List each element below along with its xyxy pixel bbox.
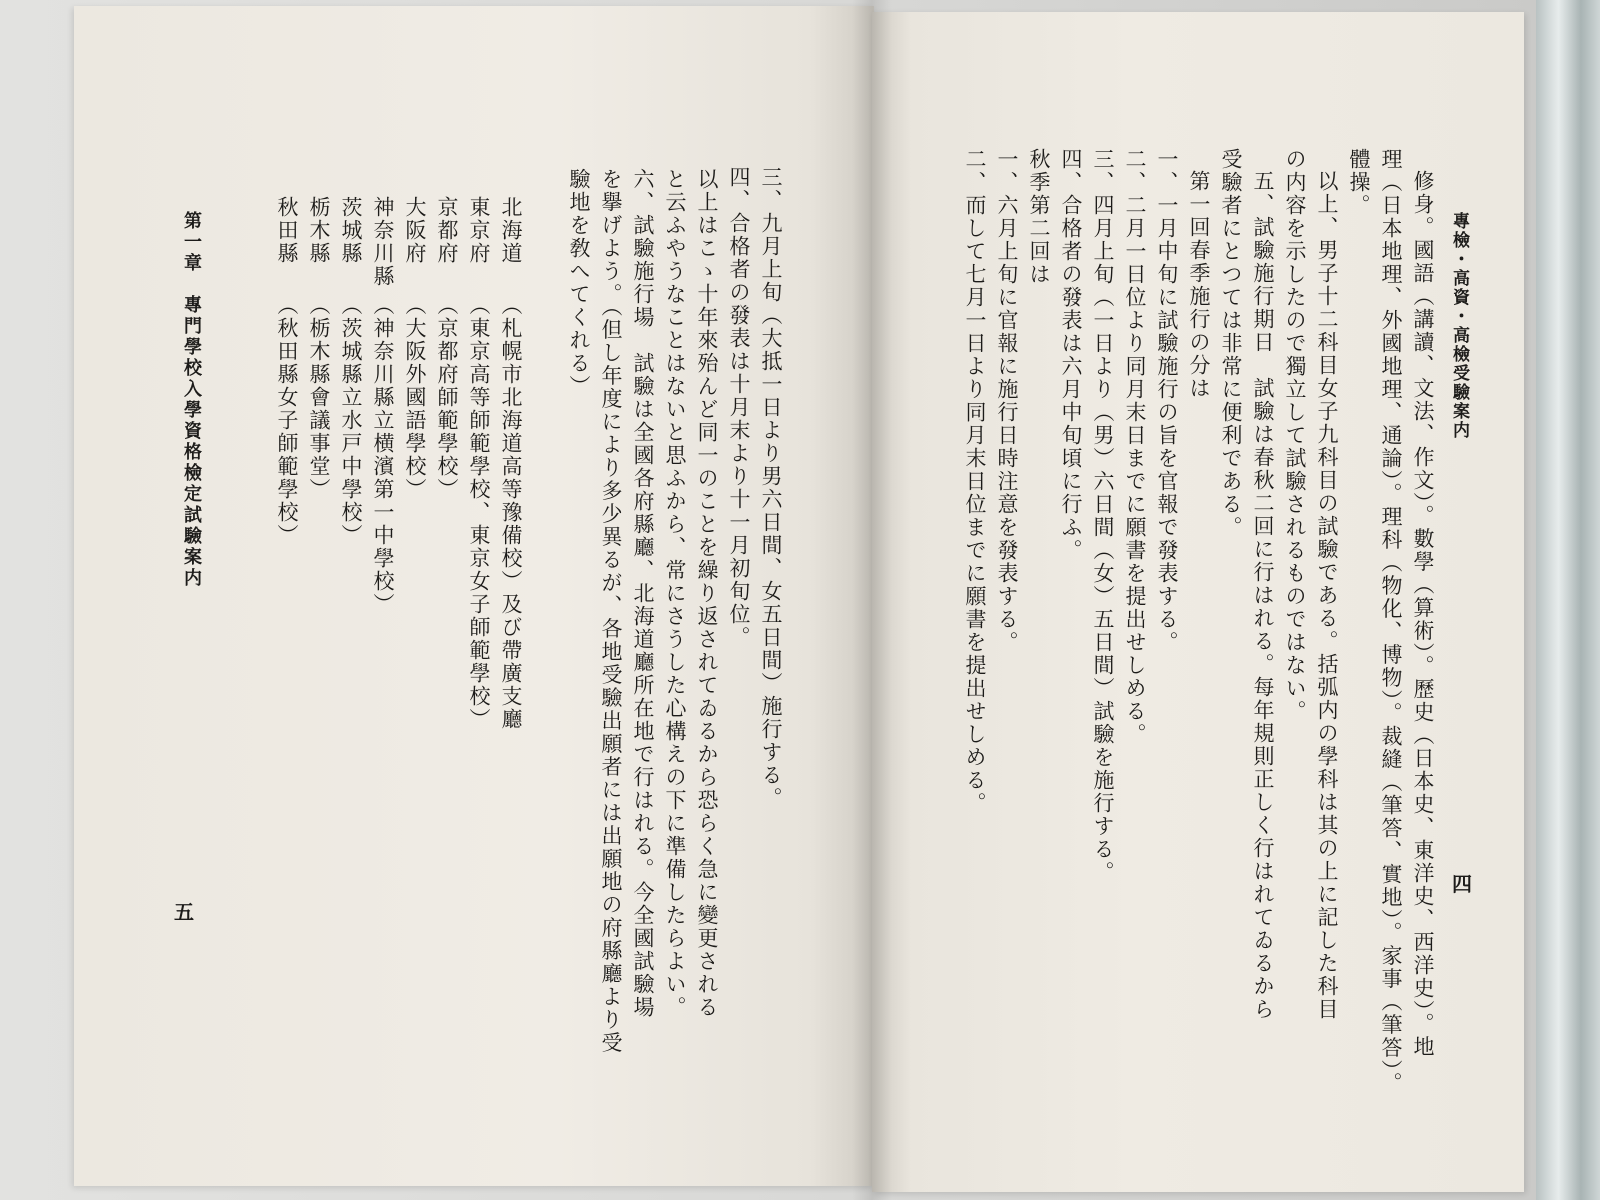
venue-site-1: （札幌市北海道高等豫備校）及び帶廣支廳	[499, 294, 523, 731]
right-line-15: 二、而して七月一日より同月末日位までに願書を提出せしめる。	[963, 148, 987, 815]
left-line-7: 驗地を敎へてくれる）	[567, 168, 591, 398]
page-number-left: 五	[174, 900, 194, 924]
venue-site-8: （秋田縣女子師範學校）	[275, 294, 299, 547]
venue-site-7: （栃木縣會議事堂）	[307, 294, 331, 501]
right-line-1: 修身。國語（講讀、文法、作文）。數學（算術）。歷史（日本史、東洋史、西洋史）。地	[1411, 170, 1435, 1059]
left-line-3: 以上はこゝ十年來殆んど同一のことを繰り返されてゐるから恐らく急に變更される	[695, 168, 719, 1019]
venue-site-4: （大阪外國語學校）	[403, 294, 427, 501]
left-line-2: 四、合格者の發表は十月末より十一月初旬位。	[727, 166, 751, 649]
venue-place-7: 栃木縣	[307, 196, 331, 265]
venue-site-3: （京都府師範學校）	[435, 294, 459, 501]
right-page	[872, 12, 1524, 1192]
venue-place-8: 秋田縣	[275, 196, 299, 265]
page-number-right: 四	[1452, 872, 1472, 896]
book-gutter	[852, 0, 892, 1200]
right-line-2: 理（日本地理、外國地理、通論）。理科（物化、博物）。裁縫（筆答、實地）。家事（筆答）。	[1379, 148, 1403, 1095]
running-header: 專檢・高資・高檢受驗案内	[1449, 212, 1469, 440]
right-line-11: 三、四月上旬（一日より（男）六日間（女）五日間）試驗を施行する。	[1091, 148, 1115, 884]
left-line-6: を擧げよう。（但し年度により多少異るが、各地受驗出願者には出願地の府縣廳より受	[599, 168, 623, 1055]
right-line-4: 以上、男子十二科目女子九科目の試驗である。括弧内の學科は其の上に記した科目	[1315, 170, 1339, 1021]
right-line-7: 受驗者にとつては非常に便利である。	[1219, 148, 1243, 539]
right-line-5: の内容を示したので獨立して試驗されるものではない。	[1283, 148, 1307, 723]
right-line-3: 體操。	[1347, 148, 1371, 217]
left-page	[74, 6, 874, 1186]
venue-site-5: （神奈川縣立横濱第一中學校）	[371, 294, 395, 616]
venue-place-3: 京都府	[435, 196, 459, 265]
venue-place-1: 北海道	[499, 196, 523, 265]
venue-place-6: 茨城縣	[339, 196, 363, 265]
right-line-6: 五、試驗施行期日 試驗は春秋二回に行はれる。每年規則正しく行はれてゐるから	[1251, 170, 1275, 1021]
left-line-4: と云ふやうなことはないと思ふから、常にさうした心構えの下に準備したらよい。	[663, 168, 687, 1019]
left-line-1: 三、九月上旬（大抵一日より男六日間、女五日間）施行する。	[759, 166, 783, 810]
left-line-5: 六、試驗施行場 試驗は全國各府縣廳、北海道廳所在地で行はれる。今全國試驗場	[631, 168, 655, 1019]
venue-place-2: 東京府	[467, 196, 491, 265]
right-line-10: 二、二月一日位より同月末日までに願書を提出せしめる。	[1123, 148, 1147, 746]
right-line-13: 秋季第二回は	[1027, 148, 1051, 286]
venue-site-2: （東京高等師範學校、東京女子師範學校）	[467, 294, 491, 731]
glass-edge	[1536, 0, 1600, 1200]
right-line-14: 一、六月上旬に官報に施行日時注意を發表する。	[995, 148, 1019, 654]
venue-site-6: （茨城縣立水戸中學校）	[339, 294, 363, 547]
venue-place-5: 神奈川縣	[371, 196, 395, 288]
right-line-12: 四、合格者の發表は六月中旬頃に行ふ。	[1059, 148, 1083, 562]
right-line-9: 一、一月中旬に試驗施行の旨を官報で發表する。	[1155, 148, 1179, 654]
venue-place-4: 大阪府	[403, 196, 427, 265]
chapter-footer: 第一章 專門學校入學資格檢定試驗案内	[181, 211, 202, 589]
right-line-8: 第一回春季施行の分は	[1187, 170, 1211, 400]
